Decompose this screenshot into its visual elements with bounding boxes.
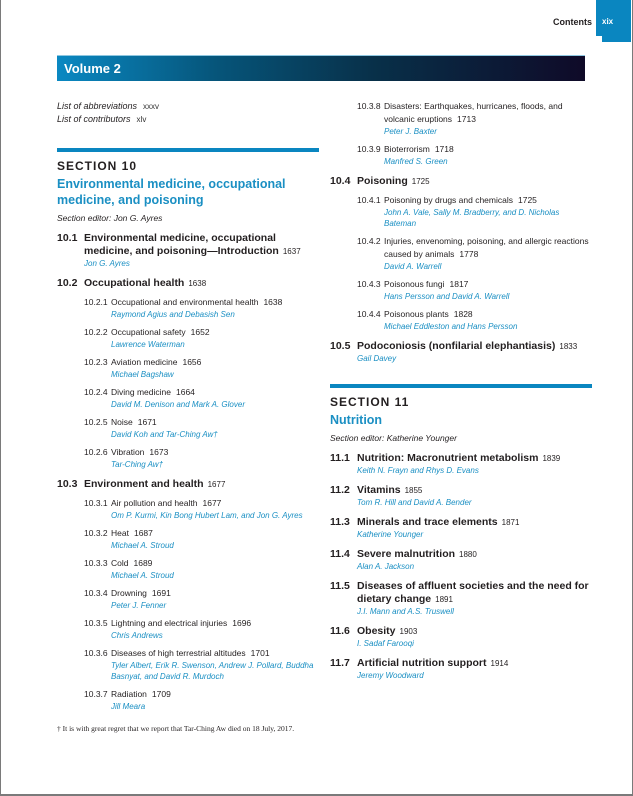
subchapter-page: 1828 <box>453 309 473 319</box>
subchapter-title-line <box>111 527 319 540</box>
subchapter-body <box>111 446 319 470</box>
chapter-title-line <box>357 548 592 561</box>
chapter-page: 1677 <box>207 480 226 489</box>
subchapter-body <box>111 356 319 380</box>
subchapter-title-line <box>384 100 592 126</box>
toc-chapter[interactable] <box>57 478 319 491</box>
subchapter-page: 1713 <box>457 114 476 124</box>
toc-subchapter[interactable] <box>84 416 319 440</box>
front-matter-label: List of abbreviations <box>57 101 138 111</box>
chapter-number: 11.6 <box>330 625 350 637</box>
chapter-body <box>357 548 592 572</box>
subchapter-body <box>111 647 319 682</box>
subchapter-title: Noise <box>111 417 133 427</box>
volume-banner <box>57 55 585 81</box>
chapter-title: Environment and health <box>84 478 204 490</box>
chapter-title: Poisoning <box>357 175 408 187</box>
section-10-chapters-left <box>57 232 319 712</box>
subchapter-title-line <box>111 416 319 429</box>
chapter-author: Keith N. Frayn and Rhys D. Evans <box>357 466 479 475</box>
subchapter-number: 10.4.4 <box>357 309 381 319</box>
subchapter-title: Drowning <box>111 588 147 598</box>
chapter-title-line <box>357 484 592 497</box>
subchapter-page: 1701 <box>250 648 270 658</box>
chapter-page: 1914 <box>490 659 509 668</box>
subchapter-title-line <box>111 326 319 339</box>
subchapter-author: Manfred S. Green <box>384 157 448 166</box>
subchapter-author: John A. Vale, Sally M. Bradberry, and D. Nicholas Bateman <box>384 208 560 228</box>
chapter-page: 1871 <box>501 518 520 527</box>
subchapter-title: Radiation <box>111 689 147 699</box>
chapter-number: 11.1 <box>330 452 350 464</box>
toc-subchapter[interactable] <box>357 100 592 137</box>
chapter-title-line <box>84 277 319 290</box>
subchapter-body <box>384 235 592 272</box>
subchapter-body <box>111 617 319 641</box>
subchapter-page: 1673 <box>149 447 169 457</box>
chapter-author: Jon G. Ayres <box>84 259 130 268</box>
subchapter-author: Hans Persson and David A. Warrell <box>384 292 510 301</box>
subchapter-page: 1725 <box>518 195 537 205</box>
chapter-page: 1903 <box>399 627 418 636</box>
toc-subchapter[interactable] <box>357 194 592 229</box>
chapter-author: Tom R. Hill and David A. Bender <box>357 498 472 507</box>
subchapter-title-line <box>111 587 319 600</box>
toc-subchapter[interactable] <box>84 647 319 682</box>
footnote: † It is with great regret that we report that Tar-Ching Aw died on 18 July, 2017. <box>57 724 295 733</box>
subchapter-page: 1817 <box>449 279 469 289</box>
subchapter-number: 10.3.6 <box>84 648 108 658</box>
right-column <box>330 100 592 681</box>
chapter-page: 1839 <box>542 454 561 463</box>
chapter-title: Environmental medicine, occupational medicine, and poisoning—Introduction <box>84 232 279 257</box>
subchapter-number: 10.2.3 <box>84 357 108 367</box>
section-10-rule <box>57 148 319 152</box>
chapter-author: Katherine Younger <box>357 530 424 539</box>
toc-subchapter[interactable] <box>84 587 319 611</box>
toc-chapter[interactable] <box>330 625 592 649</box>
subchapter-number: 10.4.2 <box>357 236 381 246</box>
subchapter-title: Diving medicine <box>111 387 171 397</box>
chapter-title-line <box>357 580 592 606</box>
section-10-title: Environmental medicine, occupational medicine, and poisoning <box>57 177 286 207</box>
subchapter-author: Michael A. Stroud <box>111 541 174 550</box>
chapter-title: Nutrition: Macronutrient metabolism <box>357 452 539 464</box>
subchapter-body <box>111 527 319 551</box>
section-10-chapters-right <box>330 100 592 364</box>
subchapter-page: 1778 <box>459 249 479 259</box>
chapter-title-line <box>357 625 592 638</box>
subchapter-title-line <box>384 235 592 261</box>
chapter-body <box>357 452 592 476</box>
subchapter-title-line <box>384 278 592 291</box>
chapter-number: 10.2 <box>57 277 78 289</box>
subchapter-title-line <box>111 557 319 570</box>
front-matter-item[interactable] <box>57 100 319 113</box>
toc-chapter[interactable] <box>330 657 592 681</box>
subchapter-body <box>111 497 319 521</box>
subchapter-author: Michael A. Stroud <box>111 571 174 580</box>
subchapter-title: Lightning and electrical injuries <box>111 618 228 628</box>
page-number-tab-shadow <box>602 36 631 42</box>
subchapter-title: Vibration <box>111 447 145 457</box>
subchapter-number: 10.3.3 <box>84 558 108 568</box>
toc-subchapter[interactable] <box>84 688 319 712</box>
subchapter-title: Bioterrorism <box>384 144 430 154</box>
subchapter-body <box>111 557 319 581</box>
front-matter-item[interactable] <box>57 113 319 126</box>
toc-chapter[interactable] <box>57 232 319 269</box>
subchapter-title: Aviation medicine <box>111 357 178 367</box>
subchapter-page: 1664 <box>176 387 195 397</box>
chapter-body <box>357 580 592 617</box>
subchapter-page: 1677 <box>202 498 222 508</box>
chapter-number: 11.4 <box>330 548 350 560</box>
subchapter-number: 10.3.1 <box>84 498 108 508</box>
subchapter-title: Air pollution and health <box>111 498 198 508</box>
subchapter-title-line <box>384 194 592 207</box>
subchapter-title-line <box>111 647 319 660</box>
subchapter-body <box>111 688 319 712</box>
subchapter-title: Heat <box>111 528 129 538</box>
subchapter-title-line <box>111 296 319 309</box>
chapter-body <box>84 277 319 290</box>
toc-chapter[interactable] <box>330 452 592 476</box>
chapter-number: 10.3 <box>57 478 78 490</box>
toc-subchapter[interactable] <box>84 356 319 380</box>
subchapter-number: 10.3.5 <box>84 618 108 628</box>
section-10-label: SECTION 10 <box>57 159 138 173</box>
subchapter-body <box>111 416 319 440</box>
toc-chapter[interactable] <box>330 548 592 572</box>
chapter-body <box>357 340 592 364</box>
chapter-body <box>357 657 592 681</box>
subchapter-body <box>384 308 592 332</box>
toc-subchapter[interactable] <box>357 278 592 302</box>
toc-subchapter[interactable] <box>357 143 592 167</box>
chapter-author: Jeremy Woodward <box>357 671 424 680</box>
subchapter-number: 10.2.6 <box>84 447 108 457</box>
toc-chapter[interactable] <box>330 340 592 364</box>
subchapter-author: Peter J. Baxter <box>384 127 437 136</box>
chapter-page: 1880 <box>459 550 477 559</box>
section-11-label: SECTION 11 <box>330 395 410 409</box>
chapter-title: Obesity <box>357 625 396 637</box>
section-11-chapters <box>330 452 592 681</box>
chapter-body <box>357 516 592 540</box>
subchapter-page: 1718 <box>434 144 454 154</box>
chapter-title: Minerals and trace elements <box>357 516 498 528</box>
chapter-title: Artificial nutrition support <box>357 657 487 669</box>
subchapter-title: Occupational and environmental health <box>111 297 259 307</box>
toc-subchapter[interactable] <box>84 446 319 470</box>
toc-chapter[interactable] <box>330 484 592 508</box>
front-matter-label: List of contributors <box>57 114 131 124</box>
chapter-title: Diseases of affluent societies and the need for dietary change <box>357 580 589 605</box>
subchapter-page: 1656 <box>182 357 202 367</box>
subchapter-number: 10.2.2 <box>84 327 108 337</box>
subchapter-author: Chris Andrews <box>111 631 163 640</box>
toc-subchapter[interactable] <box>84 527 319 551</box>
chapter-page: 1725 <box>411 177 430 186</box>
page-number: xix <box>602 17 614 26</box>
subchapter-author: Peter J. Fenner <box>111 601 167 610</box>
volume-title: Volume 2 <box>64 61 121 76</box>
subchapter-body <box>111 386 319 410</box>
subchapter-title-line <box>384 308 592 321</box>
left-column <box>57 100 319 712</box>
subchapter-author: Lawrence Waterman <box>111 340 185 349</box>
chapter-author: Alan A. Jackson <box>357 562 415 571</box>
chapter-body <box>357 484 592 508</box>
subchapter-body <box>111 326 319 350</box>
chapter-title-line <box>84 232 319 258</box>
subchapter-number: 10.2.1 <box>84 297 108 307</box>
chapter-number: 11.7 <box>330 657 350 669</box>
chapter-number: 11.3 <box>330 516 350 528</box>
subchapter-body <box>111 587 319 611</box>
subchapter-author: Michael Eddleston and Hans Persson <box>384 322 518 331</box>
toc-subchapter[interactable] <box>357 308 592 332</box>
subchapter-author: Raymond Agius and Debasish Sen <box>111 310 235 319</box>
toc-chapter[interactable] <box>330 175 592 188</box>
chapter-body <box>357 625 592 649</box>
subchapter-author: Om P. Kurmi, Kin Bong Hubert Lam, and Jon G. Ayres <box>111 511 303 520</box>
chapter-title-line <box>357 516 592 529</box>
toc-chapter[interactable] <box>330 516 592 540</box>
running-head: Contents <box>553 17 592 27</box>
section-11-rule <box>330 384 592 388</box>
subchapter-page: 1709 <box>151 689 171 699</box>
subchapter-title: Occupational safety <box>111 327 186 337</box>
subchapter-page: 1696 <box>232 618 252 628</box>
chapter-title: Podoconiosis (nonfilarial elephantiasis) <box>357 340 556 352</box>
subchapter-title: Poisonous fungi <box>384 279 445 289</box>
toc-subchapter[interactable] <box>84 497 319 521</box>
subchapter-title: Injuries, envenoming, poisoning, and allergic reactions caused by animals <box>384 236 589 259</box>
subchapter-number: 10.3.8 <box>357 101 381 111</box>
toc-chapter[interactable] <box>57 277 319 290</box>
subchapter-body <box>384 194 592 229</box>
subchapter-body <box>384 100 592 137</box>
toc-subchapter[interactable] <box>84 557 319 581</box>
subchapter-title-line <box>111 356 319 369</box>
toc-subchapter[interactable] <box>84 296 319 320</box>
subchapter-title: Poisonous plants <box>384 309 449 319</box>
subchapter-title-line <box>384 143 592 156</box>
section-10-editor: Section editor: Jon G. Ayres <box>57 213 163 223</box>
chapter-author: J.I. Mann and A.S. Truswell <box>357 607 454 616</box>
front-matter-page: xxxv <box>143 102 160 111</box>
subchapter-page: 1689 <box>133 558 153 568</box>
chapter-page: 1891 <box>435 595 453 604</box>
chapter-body <box>84 232 319 269</box>
subchapter-author: Jill Meara <box>111 702 146 711</box>
toc-subchapter[interactable] <box>357 235 592 272</box>
chapter-page: 1637 <box>282 247 301 256</box>
chapter-title-line <box>357 657 592 670</box>
subchapter-author: David Koh and Tar-Ching Aw† <box>111 430 218 439</box>
subchapter-number: 10.3.9 <box>357 144 381 154</box>
toc-subchapter[interactable] <box>84 386 319 410</box>
subchapter-number: 10.4.3 <box>357 279 381 289</box>
chapter-page: 1833 <box>559 342 578 351</box>
subchapter-page: 1671 <box>137 417 157 427</box>
subchapter-title: Disasters: Earthquakes, hurricanes, floods, and volcanic eruptions <box>384 101 563 124</box>
subchapter-number: 10.2.5 <box>84 417 108 427</box>
subchapter-page: 1691 <box>151 588 171 598</box>
chapter-title: Vitamins <box>357 484 401 496</box>
subchapter-author: Michael Bagshaw <box>111 370 174 379</box>
subchapter-title-line <box>111 497 319 510</box>
subchapter-author: David A. Warrell <box>384 262 442 271</box>
subchapter-body <box>384 143 592 167</box>
chapter-number: 10.4 <box>330 175 351 187</box>
subchapter-author: David M. Denison and Mark A. Glover <box>111 400 245 409</box>
subchapter-body <box>111 296 319 320</box>
chapter-body <box>357 175 592 188</box>
subchapter-body <box>384 278 592 302</box>
chapter-number: 10.5 <box>330 340 351 352</box>
section-11-title: Nutrition <box>330 413 383 427</box>
subchapter-title: Poisoning by drugs and chemicals <box>384 195 513 205</box>
toc-subchapter[interactable] <box>84 617 319 641</box>
section-11-editor: Section editor: Katherine Younger <box>330 433 457 443</box>
subchapter-title-line <box>111 617 319 630</box>
subchapter-title: Diseases of high terrestrial altitudes <box>111 648 246 658</box>
toc-chapter[interactable] <box>330 580 592 617</box>
chapter-title: Severe malnutrition <box>357 548 456 560</box>
chapter-number: 10.1 <box>57 232 78 244</box>
chapter-title-line <box>357 175 592 188</box>
toc-subchapter[interactable] <box>84 326 319 350</box>
chapter-number: 11.5 <box>330 580 350 592</box>
subchapter-title-line <box>111 688 319 701</box>
chapter-title-line <box>84 478 319 491</box>
subchapter-author: Tyler Albert, Erik R. Swenson, Andrew J. Pollard, Buddha Basnyat, and David R. Murdoch <box>111 661 314 681</box>
subchapter-author: Tar-Ching Aw† <box>111 460 164 469</box>
chapter-page: 1638 <box>188 279 207 288</box>
subchapter-page: 1687 <box>133 528 153 538</box>
chapter-title-line <box>357 340 592 353</box>
chapter-number: 11.2 <box>330 484 350 496</box>
chapter-title-line <box>357 452 592 465</box>
chapter-page: 1855 <box>404 486 423 495</box>
subchapter-title-line <box>111 446 319 459</box>
subchapter-number: 10.4.1 <box>357 195 381 205</box>
subchapter-page: 1638 <box>263 297 283 307</box>
chapter-author: I. Sadaf Farooqi <box>357 639 414 648</box>
chapter-body <box>84 478 319 491</box>
subchapter-page: 1652 <box>190 327 210 337</box>
front-matter-page: xlv <box>136 115 147 124</box>
subchapter-title-line <box>111 386 319 399</box>
subchapter-number: 10.2.4 <box>84 387 108 397</box>
subchapter-number: 10.3.7 <box>84 689 108 699</box>
subchapter-number: 10.3.4 <box>84 588 108 598</box>
subchapter-number: 10.3.2 <box>84 528 108 538</box>
chapter-author: Gail Davey <box>357 354 397 363</box>
subchapter-title: Cold <box>111 558 129 568</box>
chapter-title: Occupational health <box>84 277 185 289</box>
